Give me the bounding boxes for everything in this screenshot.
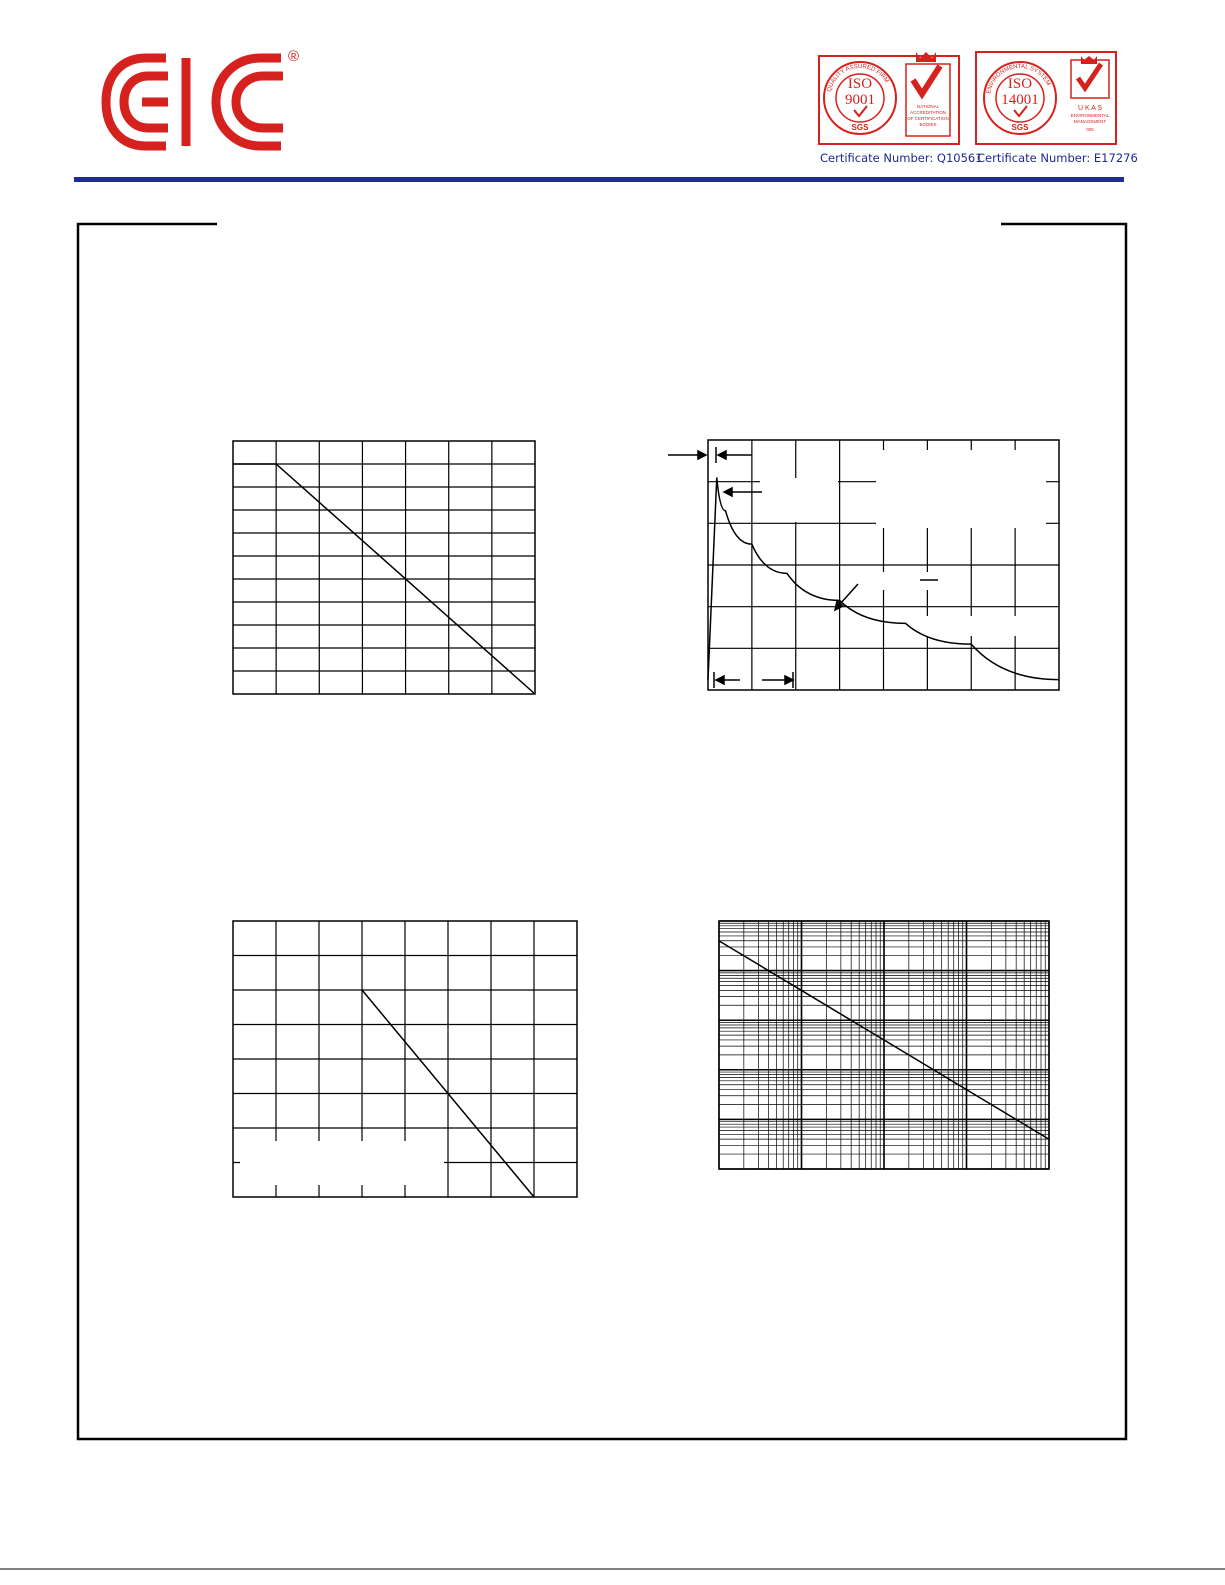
chart2-arrow-1-head	[698, 451, 706, 459]
content-frame	[78, 224, 1126, 1439]
chart-3	[233, 921, 577, 1197]
certificate-e: Certificate Number: E17276	[977, 151, 1138, 165]
badge1-ring: QUALITY ASSURED FIRM	[826, 63, 890, 93]
chart2-arrow-2-head	[718, 451, 726, 459]
chart-1	[233, 441, 535, 694]
chart1-horizontal-grid	[233, 464, 535, 671]
chart2-legend-mask-2	[760, 478, 838, 522]
badge1-iso: ISO	[847, 76, 873, 92]
badge2-acc-3: MANAGEMENT	[1073, 119, 1107, 124]
chart2-legend-mask-4	[904, 616, 1028, 636]
badge2-agency: SGS	[1011, 123, 1029, 132]
badge2-number: 14001	[1001, 92, 1039, 108]
badge1-number: 9001	[845, 92, 875, 108]
certificate-q: Certificate Number: Q10561	[820, 151, 983, 165]
chart4-vertical-grid	[719, 921, 1049, 1169]
chart2-legend-mask-1	[876, 450, 1046, 528]
chart-4	[719, 921, 1049, 1169]
chart2-legend-mask-3	[846, 572, 946, 590]
chart3-label-mask	[240, 1141, 444, 1185]
badge2-acc-2: ENVIRONMENTAL	[1070, 113, 1110, 118]
registered-mark: ®	[288, 48, 300, 65]
chart-2	[668, 440, 1059, 690]
badge1-acc-4: BODIES	[919, 122, 937, 127]
badge2-iso: ISO	[1007, 76, 1033, 92]
chart2-span-right-head	[785, 676, 793, 684]
badge1-agency: SGS	[851, 123, 869, 132]
badge1-acc-2: ACCREDITATION	[909, 110, 947, 115]
badge2-ring: ENVIRONMENTAL SYSTEM	[986, 63, 1052, 95]
chart1-plot-border	[233, 441, 535, 694]
badge2-acc-4: 005	[1086, 127, 1094, 132]
chart1-vertical-grid	[276, 441, 492, 694]
badge1-acc-1: NATIONAL	[916, 104, 940, 109]
badge1-acc-3: OF CERTIFICATION	[907, 116, 949, 121]
chart2-arrow-3-head	[724, 488, 732, 496]
badge2-acc-1: U K A S	[1077, 105, 1103, 112]
chart2-span-left-head	[716, 676, 724, 684]
